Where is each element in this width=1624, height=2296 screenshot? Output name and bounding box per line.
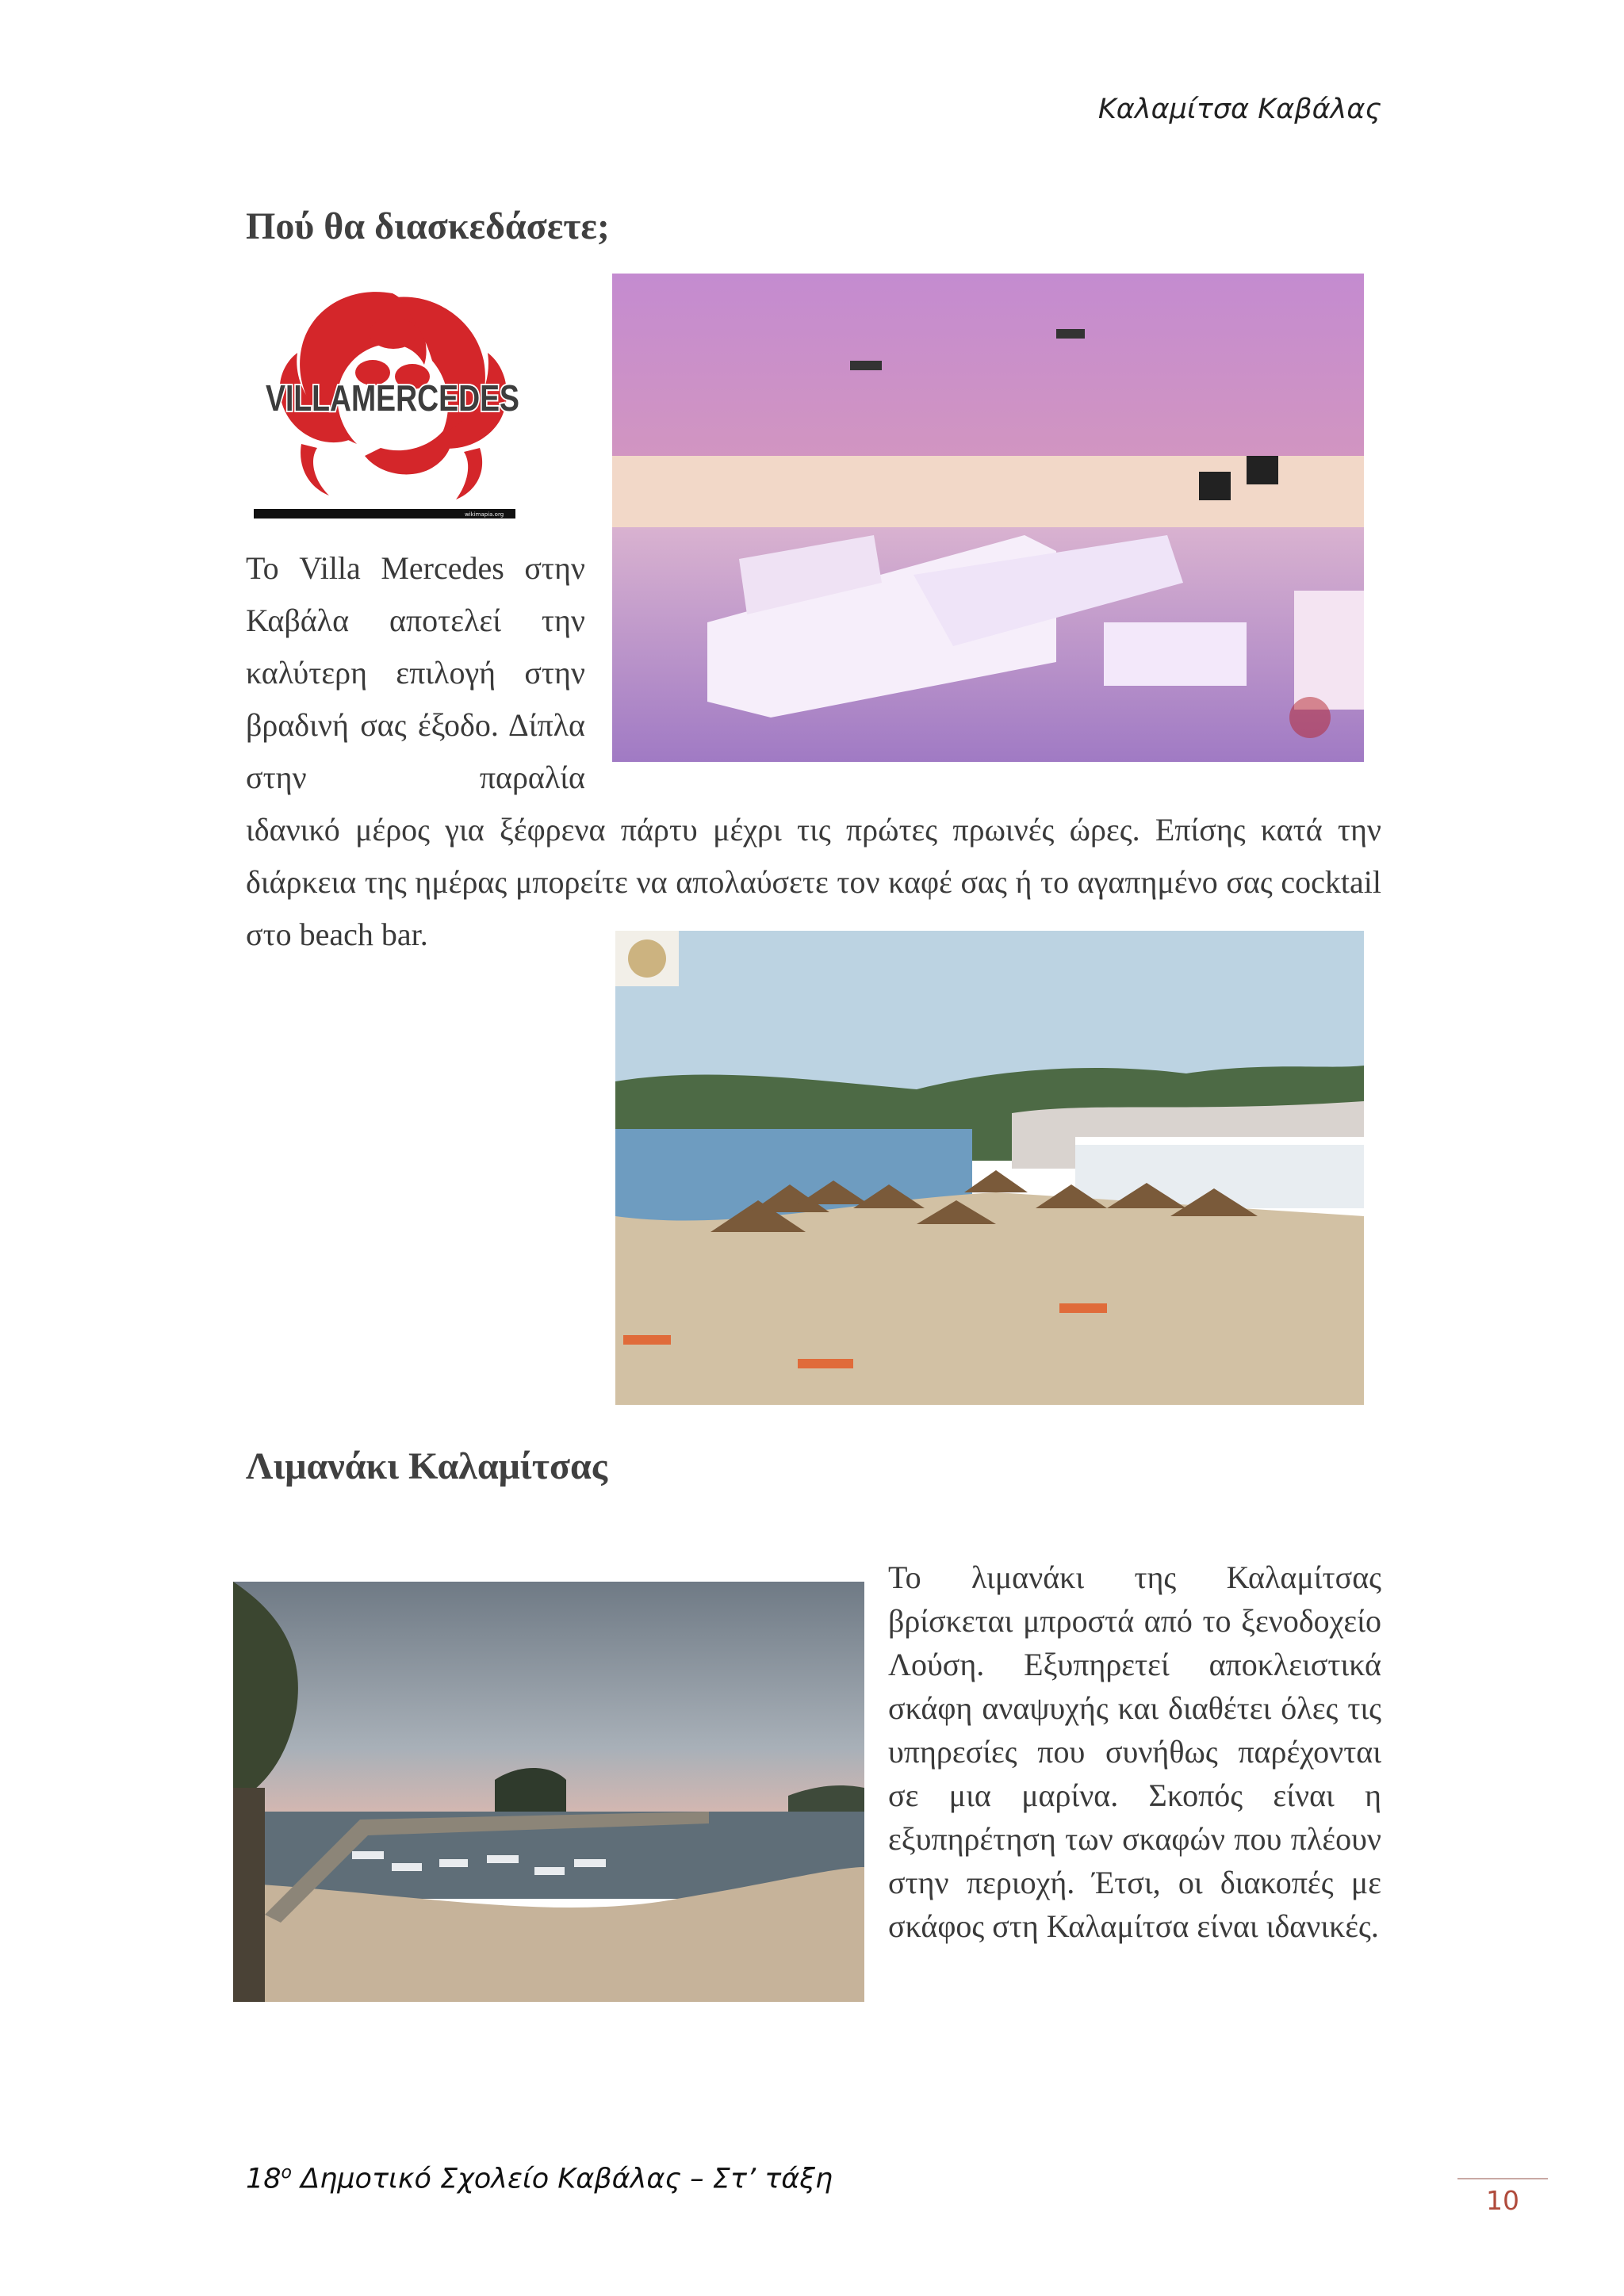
section-heading-harbor: Λιμανάκι Καλαμίτσας xyxy=(246,1445,607,1487)
villa-mercedes-logo xyxy=(254,277,531,525)
logo-caption: wikimapia.org xyxy=(465,511,504,518)
footer-school-rest: Δημοτικό Σχολείο Καβάλας – Στ’ τάξη xyxy=(292,2163,833,2195)
beach-bar-photo xyxy=(615,931,1364,1405)
club-interior-photo xyxy=(612,274,1364,762)
footer-school-name xyxy=(246,2163,833,2195)
section-heading-entertainment: Πού θα διασκεδάσετε; xyxy=(246,205,610,247)
page-number: 10 xyxy=(1486,2185,1519,2216)
harbor-photo xyxy=(233,1582,864,2002)
page-number-rule xyxy=(1457,2178,1548,2179)
footer-school-prefix: 18 xyxy=(246,2163,282,2195)
logo-wordmark: VILLAMERCEDES xyxy=(266,377,519,419)
villa-mercedes-paragraph-wrapped: Το Villa Mercedes στην Καβάλα αποτελεί την καλύτερη επιλογή στην βραδινή σας έξοδο. Δίπλα στην παραλία xyxy=(246,550,585,795)
villa-mercedes-paragraph-full: ιδανικό μέρος για ξέφρενα πάρτυ μέχρι τις πρώτες πρωινές ώρες. Επίσης κατά την διάρκεια της ημέρας μπορείτε να απολαύσετε τον καφέ σας ή το αγαπημένο σας cocktail στο beach bar. xyxy=(246,812,1381,952)
footer-school-superscript: ο xyxy=(281,2163,293,2183)
harbor-paragraph: Το λιμανάκι της Καλαμίτσας βρίσκεται μπροστά από το ξενοδοχείο Λούση. Εξυπηρετεί αποκλειστικά σκάφη αναψυχής και διαθέτει όλες τις υπηρεσίες που συνήθως παρέχονται σε μια μαρίνα. Σκοπός είναι η εξυπηρέτηση των σκαφών που πλέουν στην περιοχή. Έτσι, οι διακοπές με σκάφος στη Καλαμίτσα είναι ιδανικές. xyxy=(888,1559,1381,1944)
running-header: Καλαμίτσα Καβάλας xyxy=(1097,94,1381,125)
